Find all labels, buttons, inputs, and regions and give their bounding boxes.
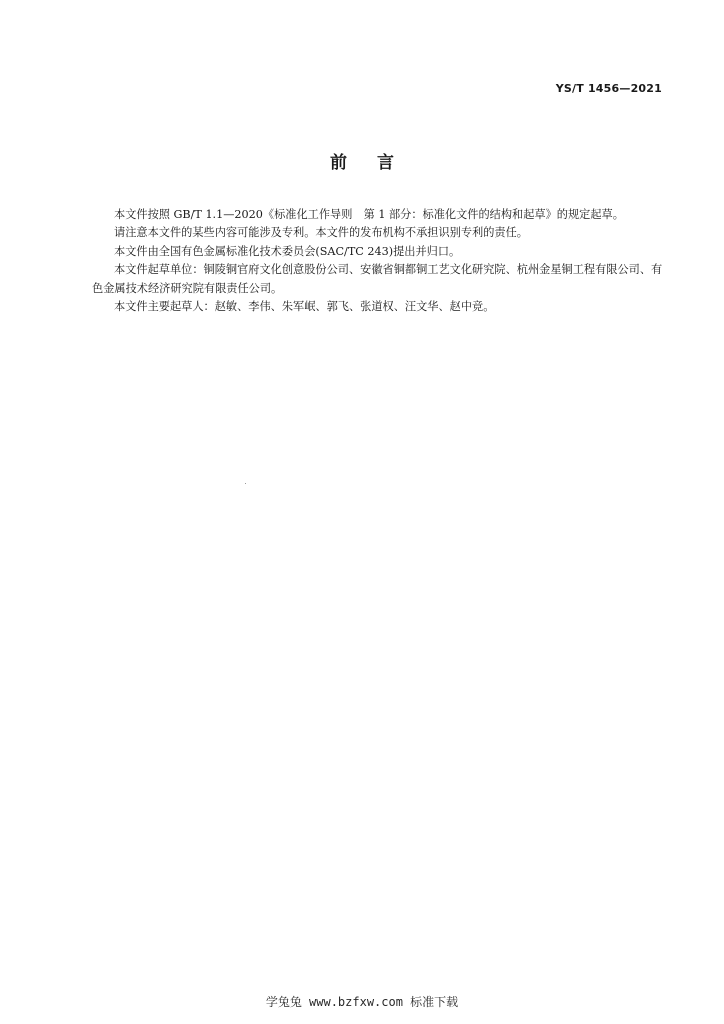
paragraph-drafting-units: 本文件起草单位：铜陵铜官府文化创意股份公司、安徽省铜都铜工艺文化研究院、杭州金星铜工程有限公司、有色金属技术经济研究院有限责任公司。 <box>92 263 663 295</box>
foreword-body <box>92 206 664 316</box>
paragraph-patent-notice: 请注意本文件的某些内容可能涉及专利。本文件的发布机构不承担识别专利的责任。 <box>114 226 528 240</box>
standard-number: YS/T 1456—2021 <box>555 82 662 95</box>
footer-watermark: 学兔兔 www.bzfxw.com 标准下载 <box>265 995 459 1009</box>
paragraph-drafters: 本文件主要起草人：赵敏、李伟、朱军岷、郭飞、张道权、汪文华、赵中竞。 <box>114 300 495 314</box>
paragraph-drafting-rules: 本文件按照 GB/T 1.1—2020《标准化工作导则 第 1 部分：标准化文件的结构和起草》的规定起草。 <box>114 208 624 221</box>
paragraph-proposer: 本文件由全国有色金属标准化技术委员会(SAC/TC 243)提出并归口。 <box>114 244 461 258</box>
page-title: 前言 <box>330 153 424 173</box>
scan-speck <box>245 483 246 484</box>
